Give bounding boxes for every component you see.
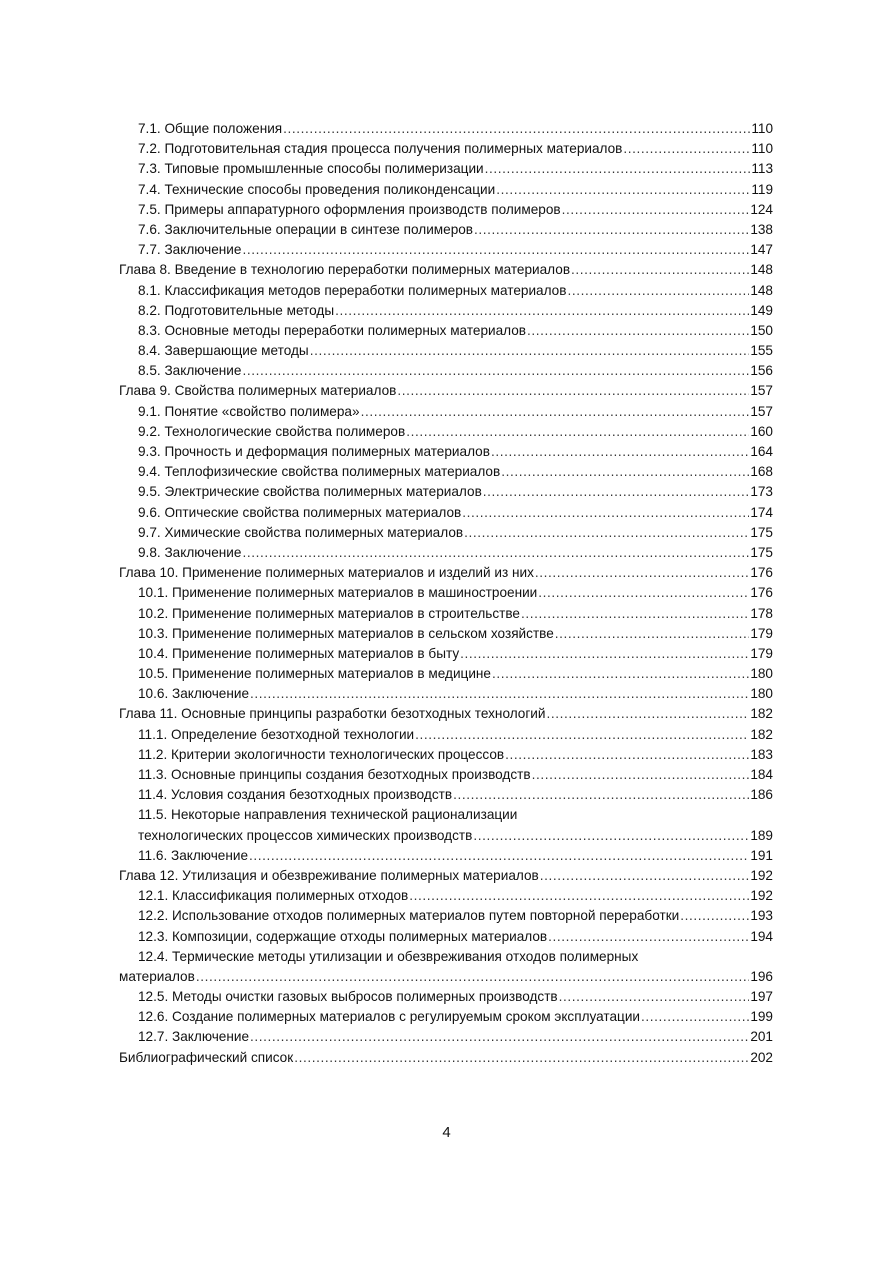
toc-entry[interactable] [119, 987, 773, 1007]
toc-entry-page: 191 [750, 847, 773, 863]
toc-entry[interactable] [119, 220, 773, 240]
toc-entry-title: Глава 9. Свойства полимерных материалов [119, 383, 397, 399]
toc-entry-title: 8.2. Подготовительные методы [138, 302, 335, 318]
toc-entry[interactable] [119, 321, 773, 341]
toc-entry-page: 113 [751, 161, 773, 177]
dot-leader [460, 644, 749, 664]
dot-leader [242, 240, 749, 260]
toc-entry-page: 179 [750, 625, 773, 641]
toc-entry-title: технологических процессов химических производств [138, 827, 473, 843]
dot-leader [406, 422, 749, 442]
dot-leader [415, 725, 749, 745]
toc-entry-page: 197 [750, 989, 773, 1005]
dot-leader [473, 826, 749, 846]
toc-entry[interactable] [119, 967, 773, 987]
dot-leader [249, 846, 749, 866]
toc-entry-page: 199 [750, 1009, 773, 1025]
toc-entry-title: 11.1. Определение безотходной технологии [138, 726, 415, 742]
toc-entry-page: 157 [750, 403, 773, 419]
toc-entry[interactable] [119, 725, 773, 745]
toc-entry-page: 192 [750, 888, 773, 904]
dot-leader [283, 119, 750, 139]
toc-entry-title: 12.5. Методы очистки газовых выбросов полимерных производств [138, 989, 558, 1005]
dot-leader [462, 503, 749, 523]
dot-leader [540, 866, 750, 886]
dot-leader [547, 704, 750, 724]
toc-entry[interactable] [119, 886, 773, 906]
toc-entry-page: 147 [750, 242, 773, 258]
toc-entry-page: 178 [750, 605, 773, 621]
toc-entry-page: 189 [750, 827, 773, 843]
toc-entry[interactable] [119, 119, 773, 139]
toc-entry-title: 8.3. Основные методы переработки полимерных материалов [138, 322, 527, 338]
toc-entry[interactable] [119, 785, 773, 805]
toc-entry-page: 184 [750, 767, 773, 782]
toc-entry-page: 160 [750, 423, 773, 439]
toc-entry-title: 8.1. Классификация методов переработки полимерных материалов [138, 282, 567, 298]
toc-entry-title: 11.3. Основные принципы создания безотходных производств [138, 767, 531, 782]
toc-entry-page: 175 [750, 544, 773, 560]
toc-entry-title: 7.2. Подготовительная стадия процесса получения полимерных материалов [138, 141, 623, 157]
toc-entry[interactable] [119, 543, 773, 563]
toc-entry-title: 11.4. Условия создания безотходных производств [138, 787, 453, 803]
toc-entry-title: 10.4. Применение полимерных материалов в быту [138, 645, 460, 661]
toc-entry[interactable] [119, 462, 773, 482]
toc-entry[interactable] [119, 745, 773, 765]
toc-entry-title: Глава 11. Основные принципы разработки безотходных технологий [119, 706, 546, 722]
toc-entry-title: 9.2. Технологические свойства полимеров [138, 423, 406, 439]
toc-entry-page: 202 [750, 1049, 773, 1065]
toc-entry-page: 176 [750, 585, 773, 601]
toc-entry[interactable] [119, 341, 773, 361]
toc-entry-title: Библиографический список [119, 1049, 294, 1065]
toc-entry-title: Глава 10. Применение полимерных материалов и изделий из них [119, 565, 534, 581]
page-number: 4 [442, 1124, 451, 1141]
toc-entry-page: 138 [750, 221, 773, 237]
dot-leader [474, 220, 749, 240]
toc-entry[interactable] [119, 523, 773, 543]
toc-entry-page: 180 [750, 686, 773, 702]
toc-entry-title: 9.1. Понятие «свойство полимера» [138, 403, 360, 419]
toc-entry-title: 8.5. Заключение [138, 363, 242, 379]
toc-entry-page: 182 [750, 726, 773, 742]
toc-entry-title: 9.3. Прочность и деформация полимерных материалов [138, 444, 490, 459]
dot-leader [453, 785, 749, 805]
dot-leader [250, 684, 749, 704]
toc-entry[interactable] [119, 240, 773, 260]
toc-entry[interactable] [119, 442, 773, 462]
toc-entry[interactable] [119, 604, 773, 624]
dot-leader [492, 664, 749, 684]
toc-entry[interactable] [119, 281, 773, 301]
toc-entry-title: Глава 8. Введение в технологию переработки полимерных материалов [119, 262, 571, 278]
toc-entry-title: Глава 12. Утилизация и обезвреживание полимерных материалов [119, 867, 539, 883]
toc-entry-page: 193 [750, 908, 773, 924]
toc-entry-page: 110 [751, 121, 773, 136]
toc-entry-title: 9.6. Оптические свойства полимерных материалов [138, 504, 462, 520]
toc-entry-page: 175 [750, 524, 773, 540]
toc-entry[interactable] [119, 139, 773, 159]
toc-entry[interactable] [119, 301, 773, 321]
dot-leader [491, 442, 749, 462]
dot-leader [294, 1048, 749, 1068]
toc-entry-page: 155 [750, 343, 773, 359]
toc-entry[interactable] [119, 826, 773, 846]
toc-entry-title: 7.4. Технические способы проведения поликонденсации [138, 181, 496, 197]
toc-entry[interactable] [119, 402, 773, 422]
toc-entry[interactable] [119, 1007, 773, 1027]
toc-entry-title: 11.6. Заключение [138, 847, 249, 863]
dot-leader [483, 482, 750, 502]
toc-entry-page: 173 [750, 484, 773, 500]
toc-entry[interactable] [119, 765, 773, 785]
dot-leader [567, 281, 749, 301]
dot-leader [501, 462, 749, 482]
toc-entry-title: 10.3. Применение полимерных материалов в сельском хозяйстве [138, 625, 554, 641]
toc-entry-title: 7.7. Заключение [138, 242, 242, 258]
toc-entry-title: материалов [119, 968, 195, 984]
toc-chapter[interactable] [119, 563, 773, 583]
toc-entry-title: 9.8. Заключение [138, 544, 242, 560]
toc-entry-page: 174 [750, 504, 773, 520]
toc-chapter[interactable] [119, 704, 773, 724]
toc-entry-page: 168 [750, 464, 773, 480]
toc-entry-page: 194 [750, 928, 773, 944]
toc-entry[interactable] [119, 361, 773, 381]
toc-entry-title: 9.4. Теплофизические свойства полимерных материалов [138, 464, 501, 480]
toc-entry-page: 183 [750, 746, 773, 762]
dot-leader [485, 159, 751, 179]
toc-entry-page: 164 [750, 444, 773, 459]
dot-leader [555, 624, 750, 644]
toc-chapter[interactable] [119, 260, 773, 280]
dot-leader [559, 987, 750, 1007]
toc-entry[interactable] [119, 684, 773, 704]
toc-entry-line1 [119, 947, 773, 967]
toc-entry[interactable] [119, 927, 773, 947]
toc-entry-title: 7.1. Общие положения [138, 121, 283, 136]
toc-entry-title: 11.5. Некоторые направления технической рационализации [138, 807, 518, 823]
toc-entry-page: 157 [750, 383, 773, 399]
toc-entry[interactable] [119, 200, 773, 220]
toc-entry-title: 12.4. Термические методы утилизации и обезвреживания отходов полимерных [138, 948, 639, 964]
dot-leader [310, 341, 750, 361]
dot-leader [527, 321, 749, 341]
dot-leader [505, 745, 749, 765]
toc-entry-title: 12.2. Использование отходов полимерных материалов путем повторной переработки [138, 908, 680, 924]
toc-entry-title: 10.1. Применение полимерных материалов в машиностроении [138, 585, 538, 601]
dot-leader [623, 139, 750, 159]
toc-entry-title: 9.7. Химические свойства полимерных материалов [138, 524, 464, 540]
toc-entry-title: 10.6. Заключение [138, 686, 250, 702]
toc-entry[interactable] [119, 906, 773, 926]
dot-leader [571, 260, 749, 280]
toc-entry-page: 156 [750, 363, 773, 379]
toc-chapter[interactable] [119, 381, 773, 401]
dot-leader [521, 604, 749, 624]
toc-entry[interactable] [119, 422, 773, 442]
toc-entry-page: 192 [750, 867, 773, 883]
toc-chapter[interactable] [119, 1048, 773, 1068]
dot-leader [335, 301, 749, 321]
toc-entry[interactable] [119, 846, 773, 866]
toc-entry[interactable] [119, 644, 773, 664]
dot-leader [535, 563, 749, 583]
toc-entry-page: 148 [750, 262, 773, 278]
toc-entry-title: 12.7. Заключение [138, 1029, 250, 1045]
toc-entry-page: 149 [750, 302, 773, 318]
toc-entry[interactable] [119, 180, 773, 200]
toc-entry-title: 12.3. Композиции, содержащие отходы полимерных материалов [138, 928, 548, 944]
toc-entry-title: 11.2. Критерии экологичности технологических процессов [138, 746, 505, 762]
toc-entry-page: 150 [750, 322, 773, 338]
toc-entry-title: 10.5. Применение полимерных материалов в медицине [138, 666, 491, 682]
toc-entry-title: 8.4. Завершающие методы [138, 343, 309, 359]
dot-leader [250, 1027, 749, 1047]
dot-leader [548, 927, 749, 947]
toc-entry-title: 12.6. Создание полимерных материалов с регулируемым сроком эксплуатации [138, 1009, 641, 1025]
toc-entry-page: 124 [750, 201, 773, 217]
toc-chapter[interactable] [119, 866, 773, 886]
dot-leader [242, 543, 749, 563]
toc-entry[interactable] [119, 583, 773, 603]
toc-entry-page: 176 [750, 565, 773, 581]
toc-entry[interactable] [119, 503, 773, 523]
dot-leader [496, 180, 750, 200]
toc-entry[interactable] [119, 1027, 773, 1047]
toc-entry-page: 201 [750, 1029, 773, 1045]
toc-entry[interactable] [119, 482, 773, 502]
toc-entry-page: 110 [751, 141, 773, 157]
dot-leader [532, 765, 750, 785]
dot-leader [538, 583, 749, 603]
toc-entry-title: 10.2. Применение полимерных материалов в строительстве [138, 605, 520, 621]
toc-entry-title: 9.5. Электрические свойства полимерных материалов [138, 484, 482, 500]
toc-entry-title: 7.5. Примеры аппаратурного оформления производств полимеров [138, 201, 561, 217]
dot-leader [680, 906, 749, 926]
dot-leader [464, 523, 749, 543]
dot-leader [562, 200, 750, 220]
toc-entry-page: 180 [750, 666, 773, 682]
dot-leader [409, 886, 749, 906]
toc-entry-page: 179 [750, 645, 773, 661]
toc-entry-title: 7.3. Типовые промышленные способы полимеризации [138, 161, 484, 177]
table-of-contents [119, 119, 773, 1068]
dot-leader [397, 381, 749, 401]
toc-entry-page: 119 [751, 181, 773, 197]
dot-leader [361, 402, 750, 422]
toc-entry-title: 12.1. Классификация полимерных отходов [138, 888, 409, 904]
toc-entry-page: 182 [750, 706, 773, 722]
dot-leader [196, 967, 749, 987]
dot-leader [242, 361, 749, 381]
toc-entry-title: 7.6. Заключительные операции в синтезе полимеров [138, 221, 474, 237]
toc-entry[interactable] [119, 624, 773, 644]
toc-entry-page: 148 [750, 282, 773, 298]
toc-entry[interactable] [119, 664, 773, 684]
toc-entry[interactable] [119, 159, 773, 179]
toc-entry-page: 196 [750, 968, 773, 984]
toc-entry-line1 [119, 805, 773, 825]
toc-entry-page: 186 [750, 787, 773, 803]
dot-leader [641, 1007, 749, 1027]
